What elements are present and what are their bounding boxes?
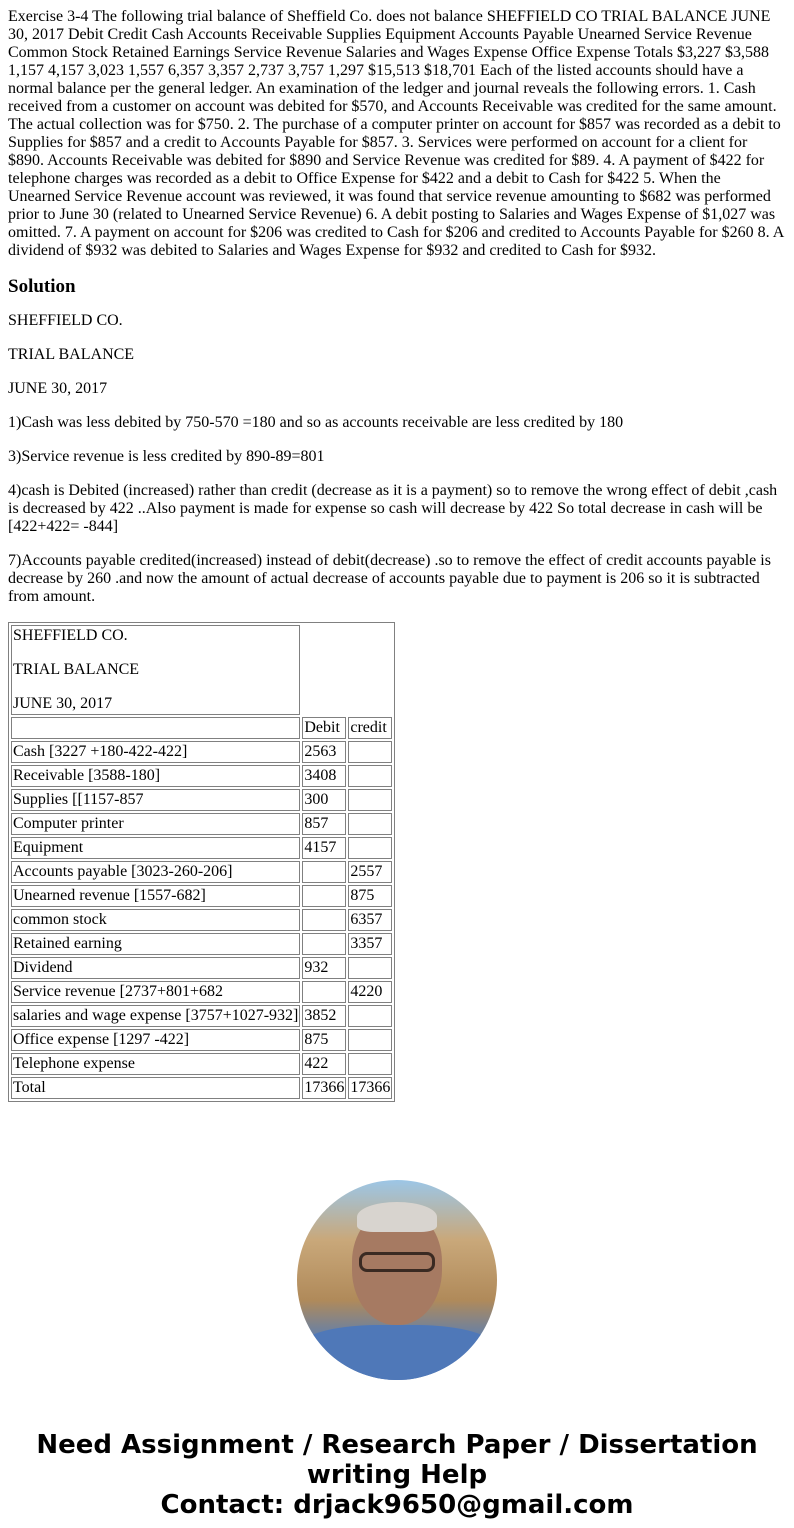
cell-debit: 17366	[302, 1077, 346, 1099]
cell-credit	[348, 1053, 392, 1075]
cell-account: Total	[11, 1077, 300, 1099]
cell-account: Office expense [1297 -422]	[11, 1029, 300, 1051]
author-photo	[297, 1180, 497, 1380]
statement-date: JUNE 30, 2017	[8, 380, 108, 397]
cell-credit	[348, 957, 392, 979]
table-title-row	[11, 625, 392, 715]
empty-cell	[348, 625, 392, 715]
cell-debit	[302, 885, 346, 907]
cell-debit: 3852	[302, 1005, 346, 1027]
table-row	[11, 765, 392, 787]
header-credit: credit	[348, 717, 392, 739]
cta-line-1: Need Assignment / Research Paper / Dissertation writing Help	[36, 1430, 758, 1490]
trial-balance-table	[8, 622, 395, 1102]
company-name: SHEFFIELD CO.	[8, 312, 123, 329]
table-row	[11, 1053, 392, 1075]
cell-account: common stock	[11, 909, 300, 931]
table-row	[11, 861, 392, 883]
cell-debit: 422	[302, 1053, 346, 1075]
cell-debit	[302, 933, 346, 955]
table-row	[11, 1029, 392, 1051]
cell-account: Equipment	[11, 837, 300, 859]
cell-credit: 875	[348, 885, 392, 907]
statement-title: TRIAL BALANCE	[8, 346, 135, 363]
cell-account: Retained earning	[11, 933, 300, 955]
table-statement: TRIAL BALANCE	[13, 661, 140, 678]
cell-debit: 3408	[302, 765, 346, 787]
cell-account: Cash [3227 +180-422-422]	[11, 741, 300, 763]
table-row	[11, 1077, 392, 1099]
cell-credit	[348, 789, 392, 811]
cell-account: Telephone expense	[11, 1053, 300, 1075]
table-row	[11, 813, 392, 835]
table-row	[11, 909, 392, 931]
cell-credit: 17366	[348, 1077, 392, 1099]
note: 1)Cash was less debited by 750-570 =180 and so as accounts receivable are less credited by 180	[8, 414, 624, 431]
cell-debit: 932	[302, 957, 346, 979]
cell-credit	[348, 1029, 392, 1051]
author-photo-container	[8, 1180, 786, 1380]
cell-credit: 6357	[348, 909, 392, 931]
cell-account: salaries and wage expense [3757+1027-932]	[11, 1005, 300, 1027]
cell-debit	[302, 981, 346, 1003]
cell-account: Dividend	[11, 957, 300, 979]
note: 7)Accounts payable credited(increased) instead of debit(decrease) .so to remove the effect of credit accounts payable is decrease by 260 .and now the amount of actual decrease of accounts payable due to payment is 206 so it is subtracted from amount.	[8, 552, 771, 605]
cell-account: Accounts payable [3023-260-206]	[11, 861, 300, 883]
table-date: JUNE 30, 2017	[13, 695, 113, 712]
note: 3)Service revenue is less credited by 890-89=801	[8, 448, 325, 465]
cell-debit: 2563	[302, 741, 346, 763]
header-debit: Debit	[302, 717, 346, 739]
question-text: Exercise 3-4 The following trial balance of Sheffield Co. does not balance SHEFFIELD CO TRIAL BALANCE JUNE 30, 2017 Debit Credit Cash Accounts Receivable Supplies Equipment Accounts Payable Unearned Service Revenue Common Stock Retained Earnings Service Revenue Salaries and Wages Expense Office Expense Totals $3,227 $3,588 1,157 4,157 3,023 1,557 6,357 3,357 2,737 3,757 1,297 $15,513 $18,701 Each of the listed accounts should have a normal balance per the general ledger. An examination of the ledger and journal reveals the following errors. 1. Cash received from a customer on account was debited for $570, and Accounts Receivable was credited for the same amount. The actual collection was for $750. 2. The purchase of a computer printer on account for $857 was recorded as a debit to Supplies for $857 and a credit to Accounts Payable for $857. 3. Services were performed on account for a client for $890. Accounts Receivable was debited for $890 and Service Revenue was credited for $89. 4. A payment of $422 for telephone charges was recorded as a debit to Office Expense for $422 and a debit to Cash for $422 5. When the Unearned Service Revenue account was reviewed, it was found that service revenue amounting to $682 was performed prior to June 30 (related to Unearned Service Revenue) 6. A debit posting to Salaries and Wages Expense of $1,027 was omitted. 7. A payment on account for $206 was credited to Cash for $206 and credited to Accounts Payable for $260 8. A dividend of $932 was debited to Salaries and Wages Expense for $932 and credited to Cash for $932.	[8, 8, 784, 259]
table-row	[11, 741, 392, 763]
table-row	[11, 957, 392, 979]
cell-debit: 300	[302, 789, 346, 811]
cell-account: Unearned revenue [1557-682]	[11, 885, 300, 907]
empty-cell	[302, 625, 346, 715]
table-row	[11, 981, 392, 1003]
cell-account: Supplies [[1157-857	[11, 789, 300, 811]
table-row	[11, 789, 392, 811]
cta-line-2: Contact: drjack9650@gmail.com	[160, 1490, 634, 1520]
table-title-cell	[11, 625, 300, 715]
table-header-row	[11, 717, 392, 739]
cell-credit	[348, 837, 392, 859]
table-row	[11, 837, 392, 859]
cell-debit: 4157	[302, 837, 346, 859]
table-row	[11, 1005, 392, 1027]
cell-credit	[348, 741, 392, 763]
cell-debit: 875	[302, 1029, 346, 1051]
note: 4)cash is Debited (increased) rather than credit (decrease as it is a payment) so to remove the wrong effect of debit ,cash is decreased by 422 ..Also payment is made for expense so cash will decrease by 422 So total decrease in cash will be [422+422= -844]	[8, 482, 778, 535]
cell-credit: 4220	[348, 981, 392, 1003]
solution-heading: Solution	[8, 276, 76, 297]
table-company: SHEFFIELD CO.	[13, 627, 128, 644]
cell-debit	[302, 861, 346, 883]
cell-credit: 3357	[348, 933, 392, 955]
header-account	[11, 717, 300, 739]
contact-banner	[8, 1430, 786, 1520]
cell-credit: 2557	[348, 861, 392, 883]
cell-credit	[348, 813, 392, 835]
cell-account: Service revenue [2737+801+682	[11, 981, 300, 1003]
cell-account: Receivable [3588-180]	[11, 765, 300, 787]
cell-debit	[302, 909, 346, 931]
table-row	[11, 885, 392, 907]
table-row	[11, 933, 392, 955]
cell-account: Computer printer	[11, 813, 300, 835]
cell-debit: 857	[302, 813, 346, 835]
cell-credit	[348, 765, 392, 787]
cell-credit	[348, 1005, 392, 1027]
